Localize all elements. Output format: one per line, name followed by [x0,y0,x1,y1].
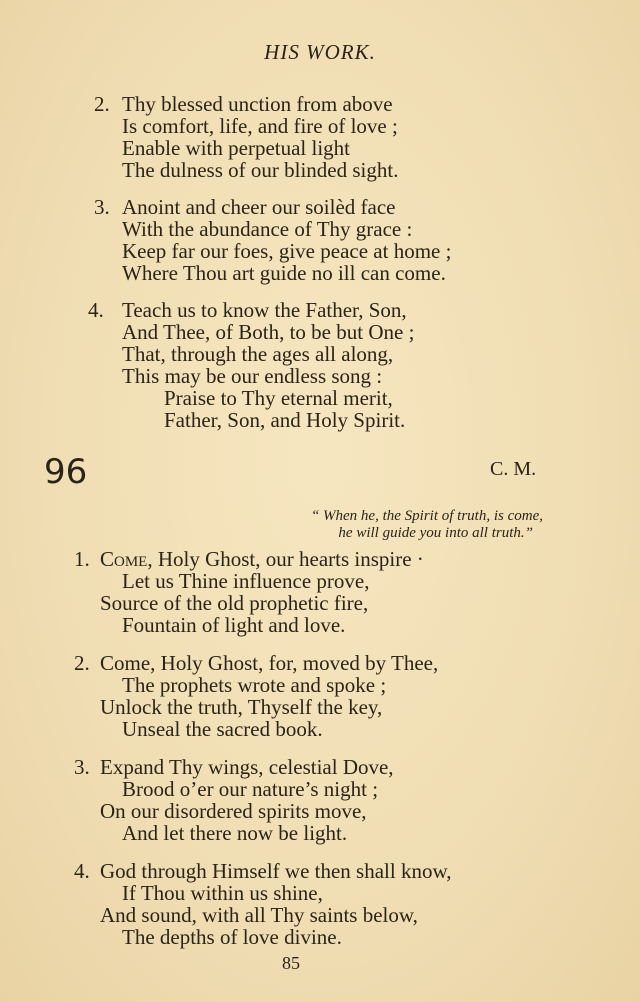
hymn-number: 96 [44,452,88,492]
verse-line: With the abundance of Thy grace : [122,217,413,241]
verse-line: Anoint and cheer our soilèd face [122,195,396,219]
verse-line: Come, Holy Ghost, for, moved by Thee, [100,651,439,675]
verse-number: 2. [74,651,90,675]
verse-line: Unlock the truth, Thyself the key, [100,695,383,719]
verse-line: Enable with perpetual light [122,136,351,160]
verse-line: That, through the ages all along, [122,342,394,366]
verse-line: Let us Thine influence prove, [122,569,370,593]
verse-line: The prophets wrote and spoke ; [122,673,387,697]
verse-line: Source of the old prophetic fire, [100,591,369,615]
verse-number: 4. [88,298,104,322]
verse-line-first [100,548,424,570]
verse-line: On our disordered spirits move, [100,799,367,823]
running-header: HIS WORK. [264,40,376,64]
verse-number: 1. [74,547,90,571]
verse-line: If Thou within us shine, [122,881,323,905]
verse-number: 3. [74,755,90,779]
verse-line: Teach us to know the Father, Son, [122,298,407,322]
verse-line: Unseal the sacred book. [122,717,323,741]
verse-line: God through Himself we then shall know, [100,859,452,883]
verse-line: This may be our endless song : [122,364,383,388]
verse-number: 4. [74,859,90,883]
verse-line: The dulness of our blinded sight. [122,158,399,182]
verse-line: Expand Thy wings, celestial Dove, [100,755,394,779]
verse-line: Keep far our foes, give peace at home ; [122,239,452,263]
epigraph-line: he will guide you into all truth.” [338,525,533,541]
verse-line: The depths of love divine. [122,925,342,949]
page-number: 85 [282,953,300,973]
verse-line-rest: Holy Ghost, our hearts inspire · [152,547,424,571]
verse-line: Fountain of light and love. [122,613,346,637]
verse-line: And let there now be light. [122,821,348,845]
verse-line: And Thee, of Both, to be but One ; [122,320,415,344]
verse-number: 2. [94,92,110,116]
verse-line: Is comfort, life, and fire of love ; [122,114,398,138]
verse-line: Praise to Thy eternal merit, [164,386,393,410]
hymn-meter: C. M. [490,458,537,480]
verse-first-word: Come, [100,547,153,571]
verse-line: Thy blessed unction from above [122,92,393,116]
verse-line: Where Thou art guide no ill can come. [122,261,446,285]
epigraph-line: “ When he, the Spirit of truth, is come, [310,508,543,524]
verse-line: Father, Son, and Holy Spirit. [164,408,406,432]
verse-line: And sound, with all Thy saints below, [100,903,418,927]
verse-line: Brood o’er our nature’s night ; [122,777,379,801]
verse-number: 3. [94,195,110,219]
